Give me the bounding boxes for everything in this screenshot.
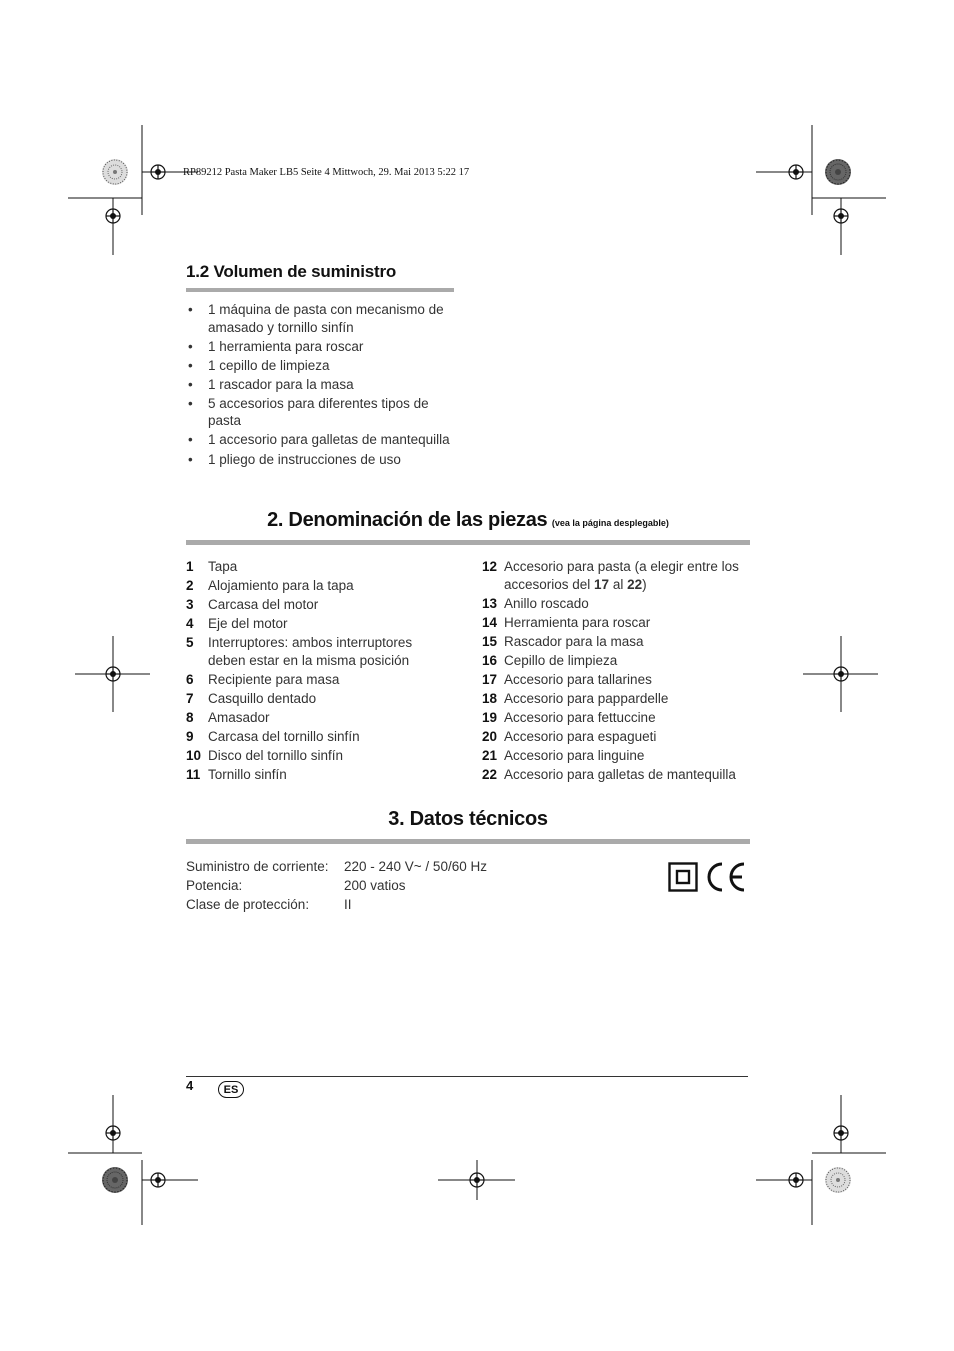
tech-row: Potencia: 200 vatios: [186, 878, 406, 893]
bullet: •: [188, 395, 193, 411]
bullet: •: [188, 432, 193, 448]
section-divider: [186, 839, 750, 844]
part-item: 9 Carcasa del tornillo sinfín: [186, 729, 360, 745]
bullet: •: [188, 338, 193, 354]
ce-mark-icon: [704, 861, 748, 893]
part-item: 18 Accesorio para pappardelle: [482, 691, 669, 707]
parts-list-right: [482, 558, 754, 786]
section-divider: [186, 288, 454, 292]
part-item: 12 Accesorio para pasta (a elegir entre los accesorios del 17 al 22): [482, 559, 739, 592]
section-heading-parts: [186, 509, 750, 532]
tech-data-table: [186, 857, 546, 914]
part-item: 3 Carcasa del motor: [186, 597, 319, 613]
print-header: RP89212 Pasta Maker LB5 Seite 4 Mittwoch, 29. Mai 2013 5:22 17: [183, 167, 470, 178]
supply-list: [186, 301, 456, 470]
part-item: 10 Disco del tornillo sinfín: [186, 748, 344, 764]
part-item: 21 Accesorio para linguine: [482, 748, 645, 764]
bullet: •: [188, 376, 193, 392]
tech-row: Clase de protección: II: [186, 897, 352, 912]
part-item: 13 Anillo roscado: [482, 595, 589, 611]
part-item: 11 Tornillo sinfín: [186, 767, 287, 783]
bullet: •: [188, 302, 193, 317]
page-number: 4: [186, 1078, 194, 1093]
part-item: 2 Alojamiento para la tapa: [186, 578, 354, 594]
part-item: 4 Eje del motor: [186, 616, 288, 632]
bullet: •: [188, 451, 193, 467]
list-item: • 1 máquina de pasta con mecanismo de amasado y tornillo sinfín: [188, 302, 444, 335]
section-heading-supply: 1.2 Volumen de suministro: [186, 262, 397, 281]
protection-class-ii-icon: [668, 862, 698, 892]
list-item: • 1 pliego de instrucciones de uso: [188, 451, 401, 467]
part-item: 20 Accesorio para espagueti: [482, 729, 657, 745]
language-badge: ES: [218, 1081, 244, 1098]
part-item: 8 Amasador: [186, 710, 270, 726]
part-item: 15 Rascador para la masa: [482, 633, 644, 649]
part-item: 6 Recipiente para masa: [186, 671, 340, 687]
list-item: • 1 cepillo de limpieza: [188, 357, 330, 373]
section-heading-tech: [186, 808, 750, 831]
part-item: 16 Cepillo de limpieza: [482, 652, 618, 668]
part-item: 5 Interruptores: ambos interruptores deben estar en la misma posición: [186, 635, 413, 668]
parts-list-left: [186, 558, 426, 786]
parts-note: (vea la página desplegable): [551, 518, 669, 528]
part-item: 14 Herramienta para roscar: [482, 614, 651, 630]
list-item: • 1 rascador para la masa: [188, 376, 354, 392]
list-item: • 1 herramienta para roscar: [188, 338, 364, 354]
section-divider: [186, 540, 750, 545]
part-item: 1 Tapa: [186, 559, 238, 574]
footer-divider: [186, 1076, 748, 1077]
tech-row: Suministro de corriente: 220 - 240 V~ / 50/60 Hz: [186, 859, 487, 874]
list-item: • 1 accesorio para galletas de mantequilla: [188, 432, 450, 448]
bullet: •: [188, 357, 193, 373]
part-item: 22 Accesorio para galletas de mantequilla: [482, 767, 736, 783]
part-item: 7 Casquillo dentado: [186, 691, 317, 707]
parts-title: 2. Denominación de las piezas: [267, 509, 548, 531]
list-item: • 5 accesorios para diferentes tipos de pasta: [188, 395, 429, 429]
part-item: 17 Accesorio para tallarines: [482, 671, 652, 687]
tech-title: 3. Datos técnicos: [388, 808, 548, 830]
part-item: 19 Accesorio para fettuccine: [482, 710, 656, 726]
